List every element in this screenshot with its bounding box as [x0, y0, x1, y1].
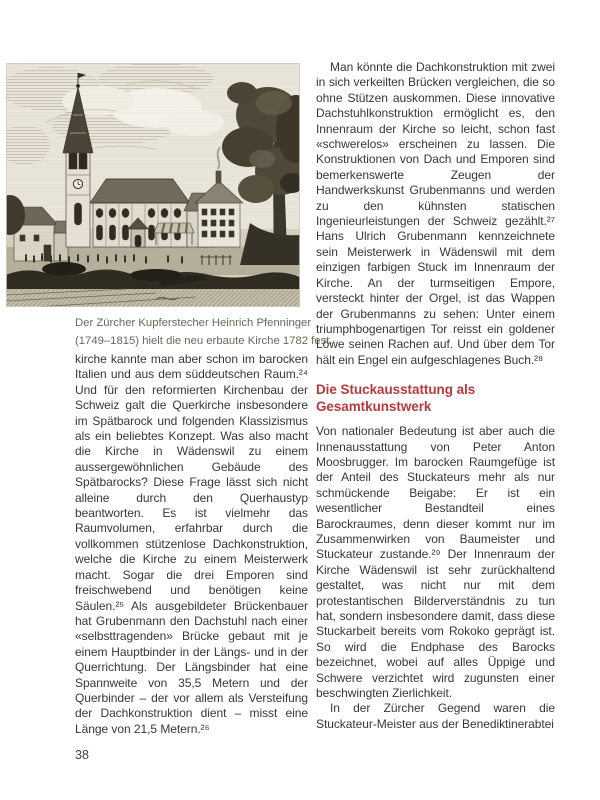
section-heading: Die Stuckausstattung als Gesamtkunstwerk	[316, 382, 476, 415]
figure-caption-line-1: Der Zürcher Kupferstecher Heinrich Pfenninger	[75, 317, 312, 329]
body-paragraph-right-1: Man könnte die Dachkonstruktion mit zwei in sich verkeilten Brücken vergleichen, die so ohne Stützen auskommen. Diese innovative Dachstuhlkonstruktion ermöglicht es, den Innenraum der Kirche so leicht, schon fast «schwerelos» erscheinen zu lassen. Die Konstruktionen von Dach und Emporen sind bemerkenswerte Zeugen der Handwerkskunst Grubenmanns und werden zu den kühnsten statischen Ingenieurleistungen der Schweiz gezählt.²⁷ Hans Ulrich Grubenmann kennzeichnete sein Meisterwerk in Wädenswil mit dem einzigen farbigen Stuck im Innenraum der Kirche. An der turmseitigen Empore, versteckt hinter der Orgel, ist das Wappen der Grubenmanns zu sehen: Unter einem triumphbogenartigen Tor reisst ein goldener Löwe seinen Rachen auf. Und über dem Tor hält ein Engel ein aufgeschlagenes Buch.²⁸	[316, 60, 555, 367]
page-number: 38	[75, 748, 89, 762]
body-paragraph-right-3: In der Zürcher Gegend waren die Stuckateur-Meister aus der Benediktinerabtei	[316, 701, 555, 731]
body-paragraph-right-2: Von nationaler Bedeutung ist aber auch die Innenausstattung von Peter Anton Moosbrugger. Im barocken Raumgefüge ist der Anteil des Stuckateurs mehr als nur schmückende Beigabe: Er ist ein wesentlicher Bestandteil eines Barockraumes, denn dieser kommt nur im Zusammenwirken von Baumeister und Stuckateur zustande.²⁹ Der Innenraum der Kirche Wädenswil ist sehr zurückhaltend gestaltet, was nicht nur mit dem protestantischen Bilderverständnis zu tun hat, sondern insbesondere damit, dass diese Stuckarbeit bereits vom Rokoko geprägt ist. So wird die Endphase des Barocks bezeichnet, wobei auf alles Üppige und Schwere verzichtet wird zugunsten einer beschwingten Zierlichkeit.	[316, 424, 555, 701]
engraving-illustration	[6, 63, 300, 307]
figure-caption	[75, 314, 333, 350]
church-engraving-figure	[6, 63, 300, 307]
engraving-texture-overlay	[6, 63, 300, 307]
figure-caption-line-2: (1749–1815) hielt die neu erbaute Kirche 1782 fest.	[75, 335, 333, 347]
right-text-column	[316, 60, 555, 732]
body-paragraph-left: kirche kannte man aber schon im barocken Italien und aus dem süddeutschen Raum.²⁴ Und für den reformierten Kirchenbau der Schweiz galt die Querkirche insbesondere im Spätbarock und folgenden Klassizismus als ein beliebtes Konzept. Was also macht die Kirche in Wädenswil zu einem aussergewöhnlichen Gebäude des Spätbarocks? Diese Frage lässt sich nicht alleine durch den Querhaustyp beantworten. Es ist vielmehr das Raumvolumen, erfahrbar durch die vollkommen stützenlose Dachkonstruktion, welche die Kirche zu einem Meisterwerk macht. Sogar die drei Emporen sind freischwebend und benötigen keine Säulen.²⁵ Als ausgebildeter Brückenbauer hat Grubenmann den Dachstuhl nach einer «selbsttragenden» Brücke gebaut mit je einem Hauptbinder in der Längs- und in der Querrichtung. Der Längsbinder hat eine Spannweite von 35,5 Metern und der Querbinder – der vor allem als Versteifung der Dachkonstruktion dient – misst eine Länge von 21,5 Metern.²⁶	[75, 352, 308, 736]
left-text-column	[75, 352, 308, 737]
